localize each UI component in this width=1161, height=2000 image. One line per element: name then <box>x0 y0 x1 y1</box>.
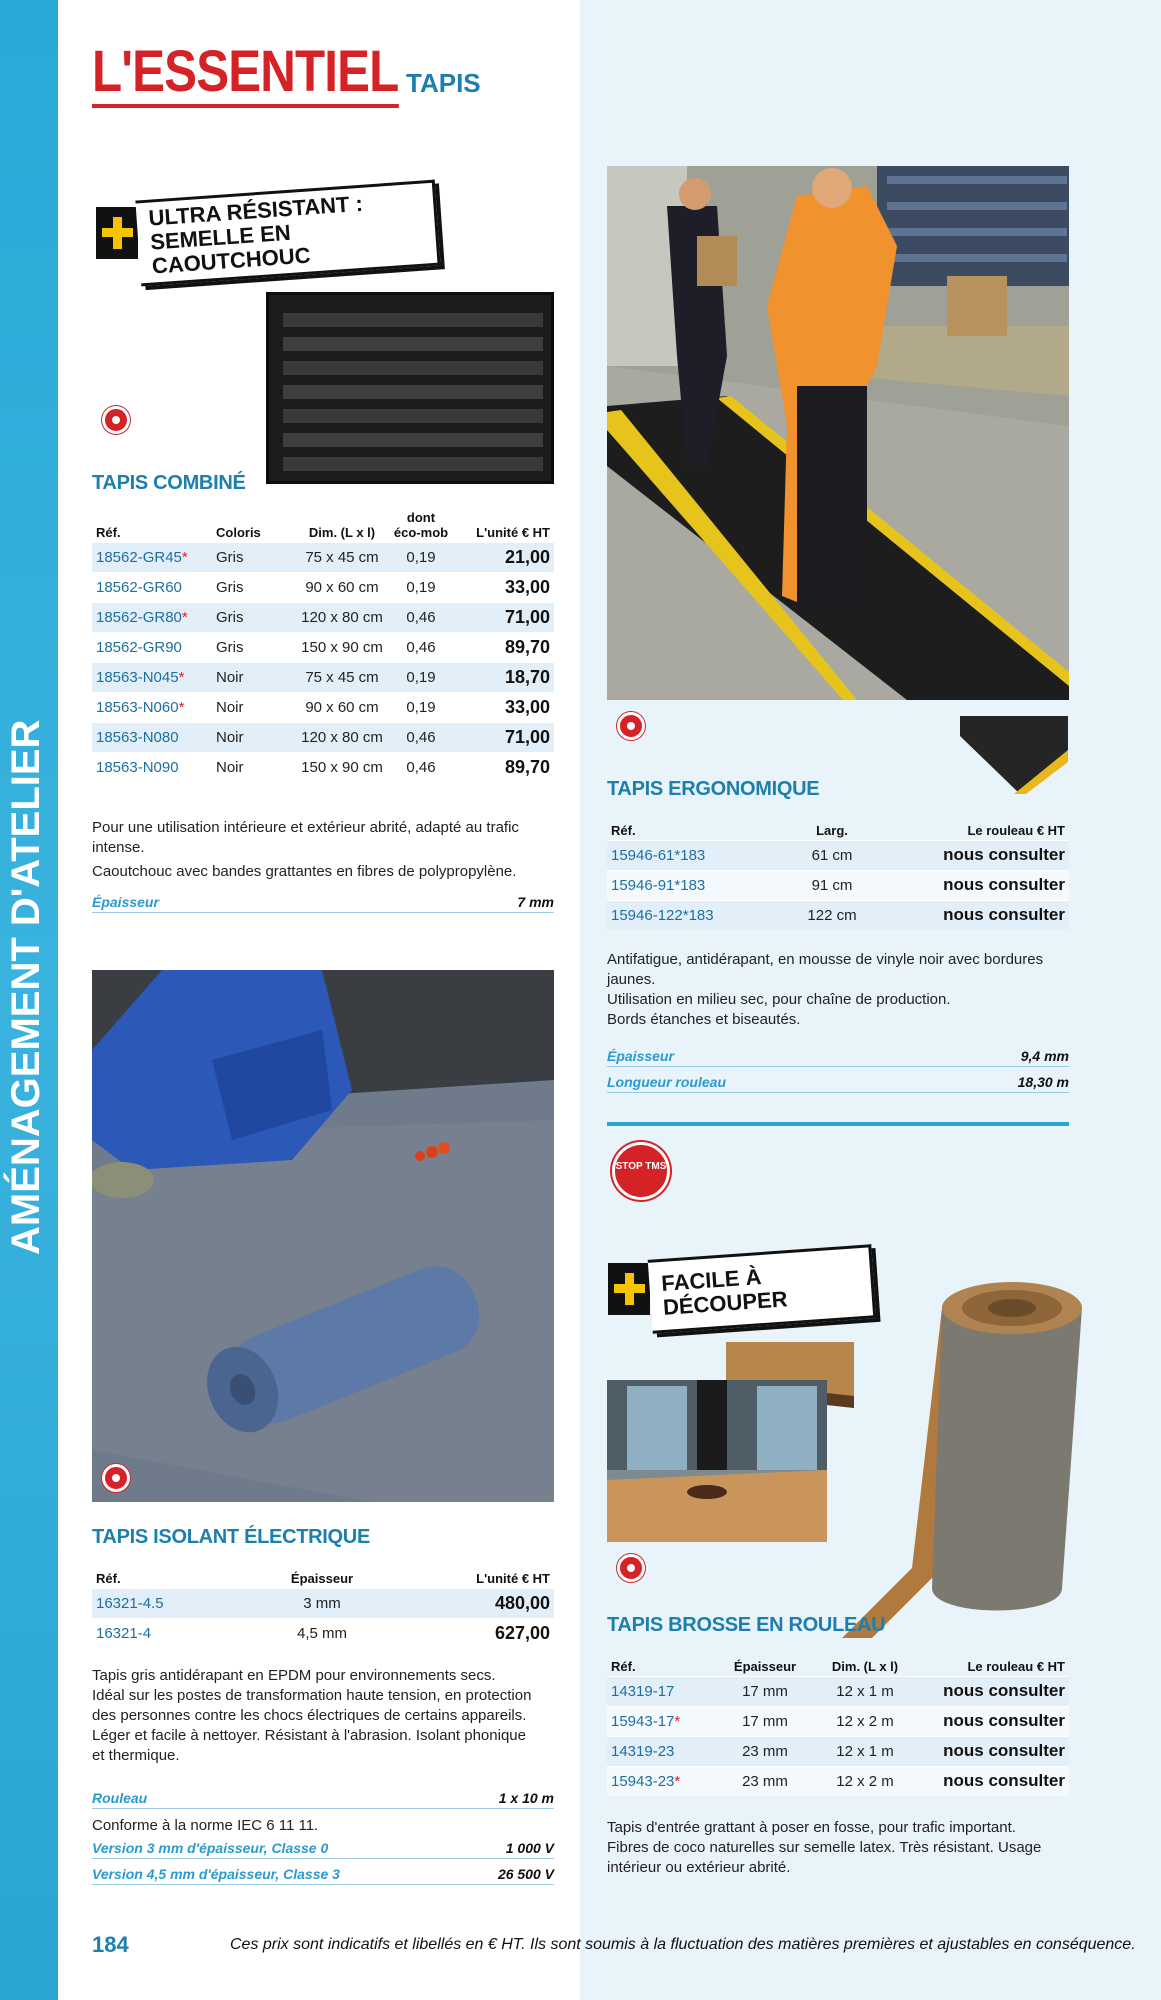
plus-icon <box>96 207 138 259</box>
table-row: 18563-N045* Noir 75 x 45 cm 0,19 18,70 <box>92 663 554 693</box>
insulating-desc-1: Tapis gris antidérapant en EPDM pour environnements secs. Idéal sur les postes de transformation haute tension, en protection des personnes contre les chocs électriques de certains appareils. <box>92 1667 532 1724</box>
table-row: 14319-23 23 mm 12 x 1 m nous consulter <box>607 1736 1069 1766</box>
insulating-version-45mm: Version 4,5 mm d'épaisseur, Classe 3 26 500 V <box>92 1866 554 1885</box>
table-row: 18562-GR80* Gris 120 x 80 cm 0,46 71,00 <box>92 603 554 633</box>
brush-mat-table <box>607 1650 1069 1796</box>
insulating-norm: Conforme à la norme IEC 6 11 11. <box>92 1817 319 1834</box>
col-price: Le rouleau € HT <box>967 822 1065 838</box>
table-row: 15943-23* 23 mm 12 x 2 m nous consulter <box>607 1766 1069 1796</box>
entrance-mat-photo <box>607 1380 827 1542</box>
group-brand-icon <box>102 1464 130 1492</box>
coco-roll-illustration <box>842 1268 1082 1648</box>
col-width: Larg. <box>816 822 848 838</box>
table-row: 14319-17 17 mm 12 x 1 m nous consulter <box>607 1676 1069 1706</box>
brush-desc-1: Tapis d'entrée grattant à poser en fosse, pour trafic important. <box>607 1819 1016 1836</box>
col-thickness: Épaisseur <box>290 1570 354 1586</box>
table-row: 15946-122*183 122 cm nous consulter <box>607 900 1069 930</box>
combined-mat-table <box>92 508 554 783</box>
col-dim: Dim. (L x l) <box>831 1658 899 1674</box>
ergonomic-thickness-row: Épaisseur 9,4 mm <box>607 1048 1069 1067</box>
combined-mat-title: TAPIS COMBINÉ <box>92 472 246 494</box>
insulating-mat-title: TAPIS ISOLANT ÉLECTRIQUE <box>92 1526 370 1548</box>
group-brand-icon <box>617 712 645 740</box>
brush-mat-title: TAPIS BROSSE EN ROULEAU <box>607 1614 886 1636</box>
page-number: 184 <box>92 1932 129 1957</box>
table-row: 18562-GR45* Gris 75 x 45 cm 0,19 21,00 <box>92 543 554 573</box>
table-row: 16321-4.5 3 mm 480,00 <box>92 1588 554 1618</box>
table-row: 16321-4 4,5 mm 627,00 <box>92 1618 554 1648</box>
table-row: 15943-17* 17 mm 12 x 2 m nous consulter <box>607 1706 1069 1736</box>
ultra-resistant-badge <box>96 190 438 279</box>
col-ref: Réf. <box>611 1658 636 1674</box>
essentiel-logo: L'ESSENTIEL <box>92 42 398 108</box>
brush-mat-description <box>607 1818 1047 1878</box>
section-title: TAPIS <box>406 68 481 98</box>
table-header-row <box>607 814 1069 840</box>
ergonomic-mat-photo <box>607 166 1069 700</box>
combined-thickness-row: Épaisseur 7 mm <box>92 894 554 913</box>
footer-note: Ces prix sont indicatifs et libellés en € HT. Ils sont soumis à la fluctuation des matières premières et ajustables en conséquence. <box>230 1936 1136 1953</box>
combined-desc-2: Caoutchouc avec bandes grattantes en fibres de polypropylène. <box>92 863 517 880</box>
logo-wrap <box>92 39 453 108</box>
ergo-desc-1: Antifatigue, antidérapant, en mousse de vinyle noir avec bordures jaunes. <box>607 951 1044 988</box>
table-header-row <box>92 1562 554 1588</box>
table-header-row <box>92 508 554 543</box>
ergonomic-mat-illustration <box>607 166 1069 700</box>
insulating-mat-illustration <box>92 970 554 1502</box>
stop-tms-icon: STOP TMS <box>612 1142 670 1200</box>
ergo-desc-2: Utilisation en milieu sec, pour chaîne de production. <box>607 991 951 1008</box>
combined-mat-description <box>92 818 554 882</box>
ergonomic-mat-title: TAPIS ERGONOMIQUE <box>607 778 820 800</box>
group-brand-icon <box>102 406 130 434</box>
table-row: 18563-N080 Noir 120 x 80 cm 0,46 71,00 <box>92 723 554 753</box>
col-price: Le rouleau € HT <box>967 1658 1065 1674</box>
ergonomic-mat-table <box>607 814 1069 930</box>
col-price: L'unité € HT <box>476 1570 550 1586</box>
ergonomic-roll-length-row: Longueur rouleau 18,30 m <box>607 1074 1069 1093</box>
col-ref: Réf. <box>611 822 636 838</box>
plus-icon <box>608 1263 650 1315</box>
combined-mat-photo <box>266 292 554 484</box>
table-row: 18563-N090 Noir 150 x 90 cm 0,46 89,70 <box>92 753 554 783</box>
group-brand-icon <box>617 1554 645 1582</box>
sidebar-label: AMÉNAGEMENT D'ATELIER <box>4 719 48 1255</box>
ergonomic-mat-swatch <box>960 716 1068 794</box>
ultra-resistant-text: ULTRA RÉSISTANT : SEMELLE EN CAOUTCHOUC <box>135 180 440 287</box>
insulating-mat-description <box>92 1666 532 1766</box>
brush-desc-2: Fibres de coco naturelles sur semelle latex. Très résistant. Usage intérieur ou extérieur abrité. <box>607 1839 1042 1876</box>
entrance-mat-illustration <box>607 1380 827 1542</box>
section-divider <box>607 1122 1069 1126</box>
combined-mat-illustration <box>269 295 554 484</box>
col-thickness: Épaisseur <box>733 1658 797 1674</box>
combined-desc-1: Pour une utilisation intérieure et extérieur abrité, adapté au trafic intense. <box>92 819 519 856</box>
insulating-version-3mm: Version 3 mm d'épaisseur, Classe 0 1 000 V <box>92 1840 554 1859</box>
table-row: 15946-61*183 61 cm nous consulter <box>607 840 1069 870</box>
col-eco: dont éco-mob <box>393 510 449 540</box>
insulating-desc-2: Léger et facile à nettoyer. Résistant à l'abrasion. Isolant phonique et thermique. <box>92 1727 526 1764</box>
ergonomic-mat-description <box>607 950 1069 1030</box>
insulating-roll-row: Rouleau 1 x 10 m <box>92 1790 554 1809</box>
col-dim: Dim. (L x l) <box>308 525 376 540</box>
insulating-mat-photo <box>92 970 554 1502</box>
table-row: 15946-91*183 91 cm nous consulter <box>607 870 1069 900</box>
table-row: 18563-N060* Noir 90 x 60 cm 0,19 33,00 <box>92 693 554 723</box>
table-row: 18562-GR60 Gris 90 x 60 cm 0,19 33,00 <box>92 573 554 603</box>
easy-cut-badge <box>608 1252 874 1326</box>
table-header-row <box>607 1650 1069 1676</box>
coco-roll-photo <box>842 1268 1082 1648</box>
insulating-mat-table <box>92 1562 554 1648</box>
col-price: L'unité € HT <box>476 525 550 540</box>
col-ref: Réf. <box>96 525 121 540</box>
col-color: Coloris <box>216 525 261 540</box>
col-ref: Réf. <box>96 1570 121 1586</box>
ergo-desc-3: Bords étanches et biseautés. <box>607 1011 801 1028</box>
ergonomic-swatch-illustration <box>960 716 1068 794</box>
easy-cut-text: FACILE À DÉCOUPER <box>648 1244 877 1333</box>
table-row: 18562-GR90 Gris 150 x 90 cm 0,46 89,70 <box>92 633 554 663</box>
